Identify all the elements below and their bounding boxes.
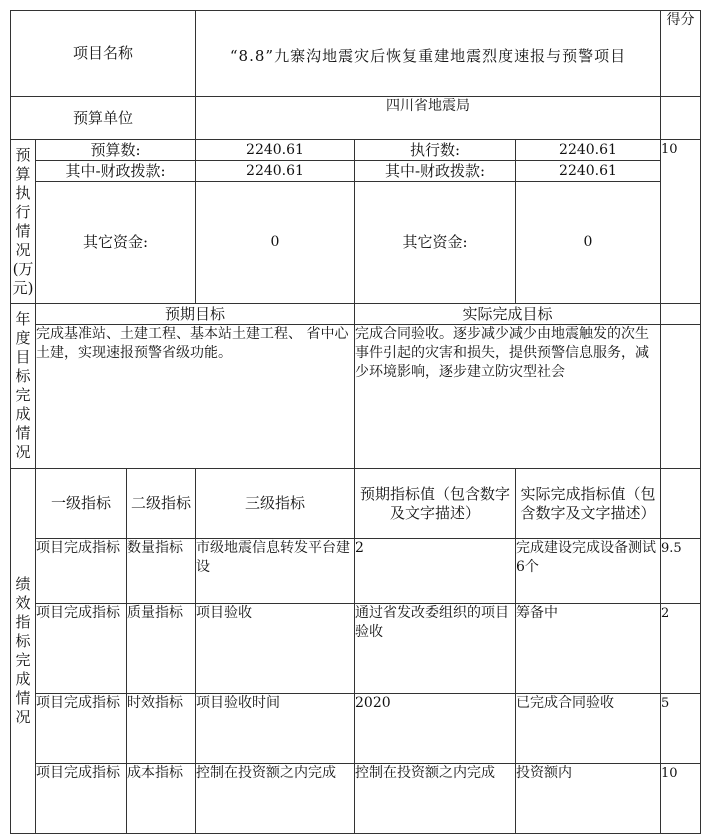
score-cell: 10 — [661, 764, 701, 834]
level2-cell: 成本指标 — [127, 764, 196, 834]
expected-value-header: 预期指标值（包含数字及文字描述） — [355, 469, 516, 539]
expected-goal-header: 预期目标 — [36, 304, 355, 325]
score-label: 得分 — [661, 11, 701, 97]
expected-value-cell: 控制在投资额之内完成 — [355, 764, 516, 834]
score-cell: 2 — [661, 604, 701, 694]
expected-goal-text: 完成基准站、土建工程、基本站土建工程、 省中心土建，实现速报预警省级功能。 — [36, 325, 355, 469]
expected-value-cell: 2020 — [355, 694, 516, 764]
table-row — [11, 604, 701, 694]
score-cell: 5 — [661, 694, 701, 764]
empty-cell — [661, 469, 701, 539]
level2-cell: 质量指标 — [127, 604, 196, 694]
budget-label: 预算数: — [36, 140, 196, 161]
other-funds-executed-label: 其它资金: — [355, 182, 516, 304]
budget-score: 10 — [661, 140, 701, 304]
other-funds-label: 其它资金: — [36, 182, 196, 304]
actual-value-cell: 筹备中 — [516, 604, 661, 694]
level1-cell: 项目完成指标 — [36, 694, 127, 764]
performance-section-label: 绩效指标完成情况 — [11, 469, 36, 834]
score-cell: 9.5 — [661, 539, 701, 604]
table-row — [11, 764, 701, 834]
budget-section-label: 预算执行情况(万元) — [11, 140, 36, 304]
empty-cell — [661, 97, 701, 140]
level1-cell: 项目完成指标 — [36, 604, 127, 694]
fiscal-executed-label: 其中-财政拨款: — [355, 161, 516, 182]
executed-value: 2240.61 — [516, 140, 661, 161]
level3-cell: 市级地震信息转发平台建设 — [196, 539, 355, 604]
expected-value-cell: 2 — [355, 539, 516, 604]
level2-header: 二级指标 — [127, 469, 196, 539]
budget-unit: 四川省地震局 — [196, 97, 661, 140]
performance-evaluation-table — [10, 10, 701, 834]
level3-cell: 控制在投资额之内完成 — [196, 764, 355, 834]
level3-cell: 项目验收时间 — [196, 694, 355, 764]
actual-value-cell: 完成建设完成设备测试6个 — [516, 539, 661, 604]
goals-section-label: 年度目标完成情况 — [11, 304, 36, 469]
expected-value-cell: 通过省发改委组织的项目验收 — [355, 604, 516, 694]
project-name-label: 项目名称 — [11, 11, 196, 97]
other-funds-budget: 0 — [196, 182, 355, 304]
level2-cell: 数量指标 — [127, 539, 196, 604]
actual-goal-text: 完成合同验收。逐步减少减少由地震触发的次生事件引起的灾害和损失，提供预警信息服务，减少环境影响，逐步建立防灾型社会 — [355, 325, 661, 469]
table-row — [11, 694, 701, 764]
actual-value-cell: 已完成合同验收 — [516, 694, 661, 764]
fiscal-executed-value: 2240.61 — [516, 161, 661, 182]
empty-cell — [661, 304, 701, 325]
level3-header: 三级指标 — [196, 469, 355, 539]
empty-cell — [661, 325, 701, 469]
actual-goal-header: 实际完成目标 — [355, 304, 661, 325]
level3-cell: 项目验收 — [196, 604, 355, 694]
executed-label: 执行数: — [355, 140, 516, 161]
fiscal-budget-value: 2240.61 — [196, 161, 355, 182]
level2-cell: 时效指标 — [127, 694, 196, 764]
other-funds-executed: 0 — [516, 182, 661, 304]
fiscal-label: 其中-财政拨款: — [36, 161, 196, 182]
level1-header: 一级指标 — [36, 469, 127, 539]
level1-cell: 项目完成指标 — [36, 539, 127, 604]
budget-unit-label: 预算单位 — [11, 97, 196, 140]
project-name: “8.8”九寨沟地震灾后恢复重建地震烈度速报与预警项目 — [196, 11, 661, 97]
level1-cell: 项目完成指标 — [36, 764, 127, 834]
actual-value-cell: 投资额内 — [516, 764, 661, 834]
budget-value: 2240.61 — [196, 140, 355, 161]
table-row — [11, 539, 701, 604]
actual-value-header: 实际完成指标值（包含数字及文字描述） — [516, 469, 661, 539]
